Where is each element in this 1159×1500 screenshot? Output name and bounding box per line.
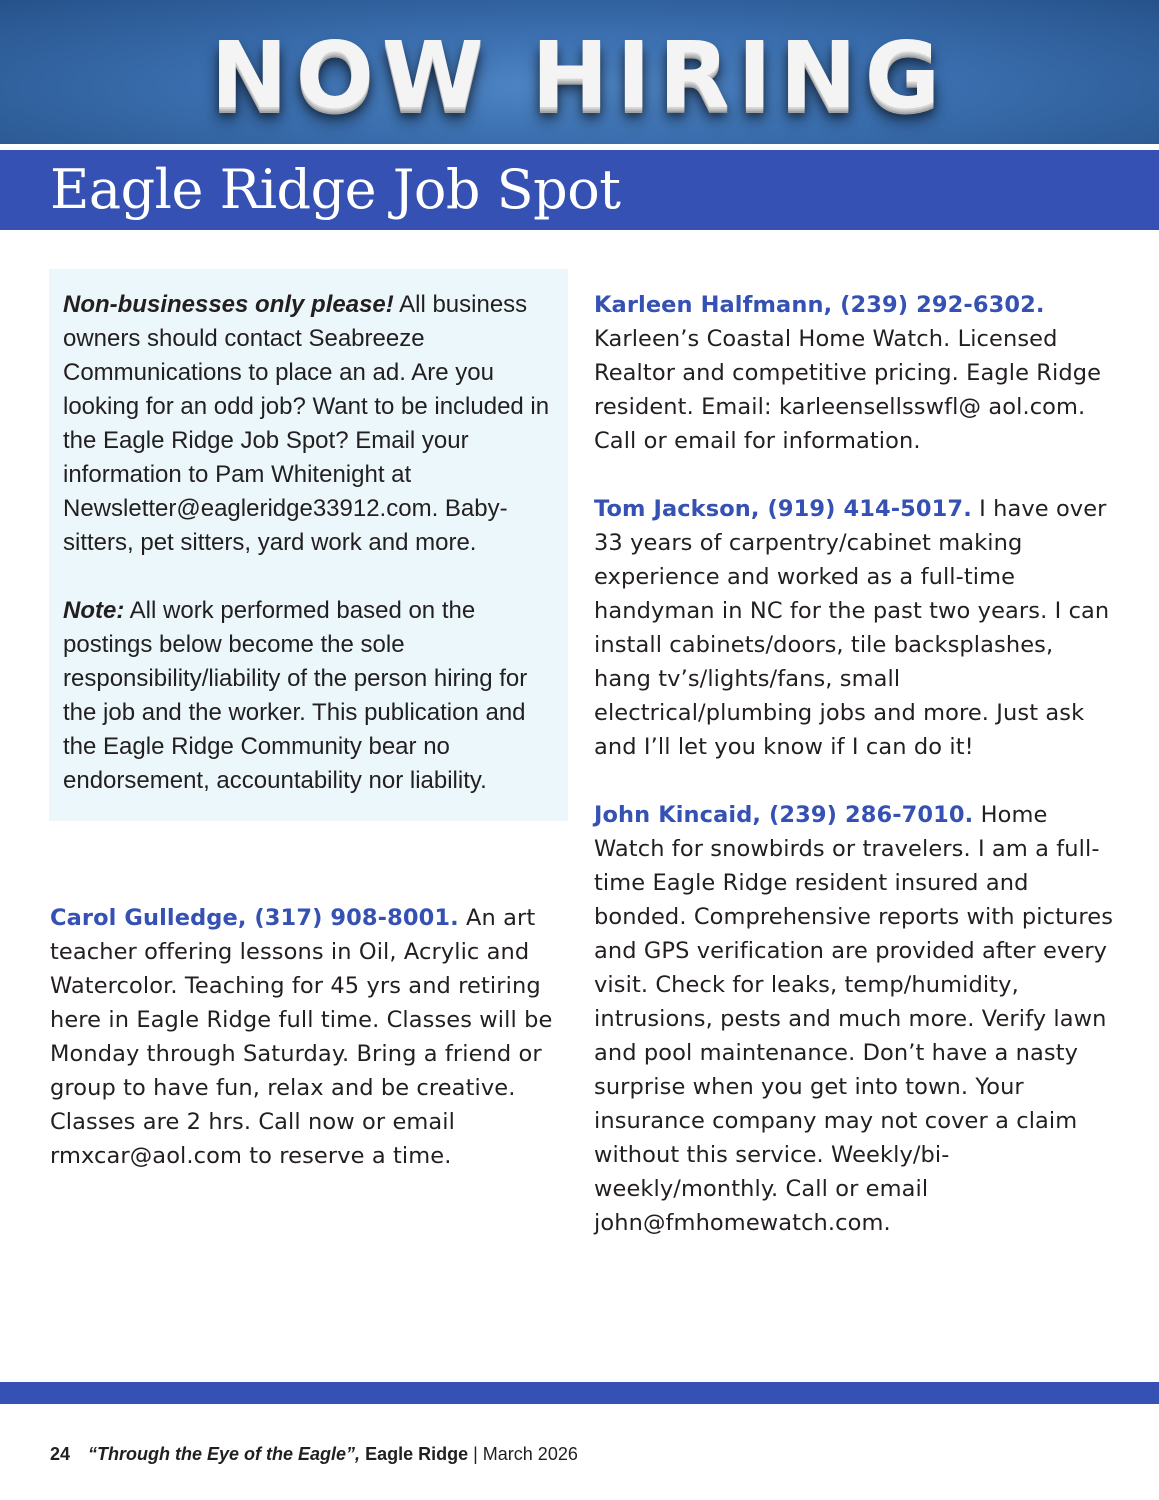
footer-bar [0, 1382, 1159, 1404]
listing-john-kincaid [594, 798, 1114, 1240]
notice-body-1: All business owners should contact Seabreeze Communications to place an ad. Are you looking for an odd job? Want to be included in the Eagle Ridge Job Spot? Email your information to Pam Whitenight at Newsletter@eagleridge33912.com. Baby-sitters, pet sitters, yard work and more. [63, 291, 550, 556]
notice-paragraph-2 [63, 594, 558, 798]
notice-lead-1: Non-businesses only please! [63, 291, 394, 318]
title-bar [0, 150, 1159, 230]
now-hiring-banner [0, 0, 1159, 144]
banner-heading: NOW HIRING [210, 22, 949, 129]
notice-paragraph-1 [63, 288, 558, 560]
listing-name: John Kincaid, (239) 286-7010. [594, 802, 974, 828]
listing-text: An art teacher offering lessons in Oil, Acrylic and Watercolor. Teaching for 45 yrs and retiring here in Eagle Ridge full time. Classes will be Monday through Saturday. Bring a friend or group to have fun, relax and be creative. Classes are 2 hrs. Call now or email rmxcar@aol.com to reserve a time. [50, 905, 553, 1169]
listing-text: I have over 33 years of carpentry/cabinet making experience and worked as a full-time handyman in NC for the past two years. I can install cabinets/doors, tile backsplashes, hang tv’s/lights/fans, small electrical/plumbing jobs and more. Just ask and I’ll let you know if I can do it! [594, 496, 1110, 760]
page-title: Eagle Ridge Job Spot [50, 158, 621, 221]
listing-name: Karleen Halfmann, (239) 292-6302. [594, 292, 1045, 318]
listing-karleen-halfmann [594, 288, 1114, 458]
listing-tom-jackson [594, 492, 1114, 764]
notice-body-2: All work performed based on the postings below become the sole responsibility/liability of the person hiring for the job and the worker. This publication and the Eagle Ridge Community bear no endorsement, accountability nor liability. [63, 597, 528, 794]
page-footer [50, 1444, 578, 1465]
listing-text: Home Watch for snowbirds or travelers. I am a full-time Eagle Ridge resident insured and bonded. Comprehensive reports with pictures and GPS verification are provided after every visit. Check for leaks, temp/humidity, intrusions, pests and much more. Verify lawn and pool maintenance. Don’t have a nasty surprise when you get into town. Your insurance company may not cover a claim without this service. Weekly/bi-weekly/monthly. Call or email john@fmhomewatch.com. [594, 802, 1114, 1236]
listing-name: Carol Gulledge, (317) 908-8001. [50, 905, 459, 931]
issue-date: March 2026 [482, 1444, 578, 1464]
notice-lead-2: Note: [63, 597, 125, 624]
listing-name: Tom Jackson, (919) 414-5017. [594, 496, 972, 522]
listing-carol-gulledge [50, 901, 570, 1173]
organization-name: Eagle Ridge [365, 1444, 469, 1464]
publication-name: “Through the Eye of the Eagle”, [88, 1444, 361, 1464]
page-number: 24 [50, 1444, 71, 1464]
footer-separator: | [473, 1444, 478, 1464]
listing-text: Karleen’s Coastal Home Watch. Licensed Realtor and competitive pricing. Eagle Ridge resident. Email: karleensellsswfl@ aol.com. Call or email for information. [594, 326, 1102, 454]
